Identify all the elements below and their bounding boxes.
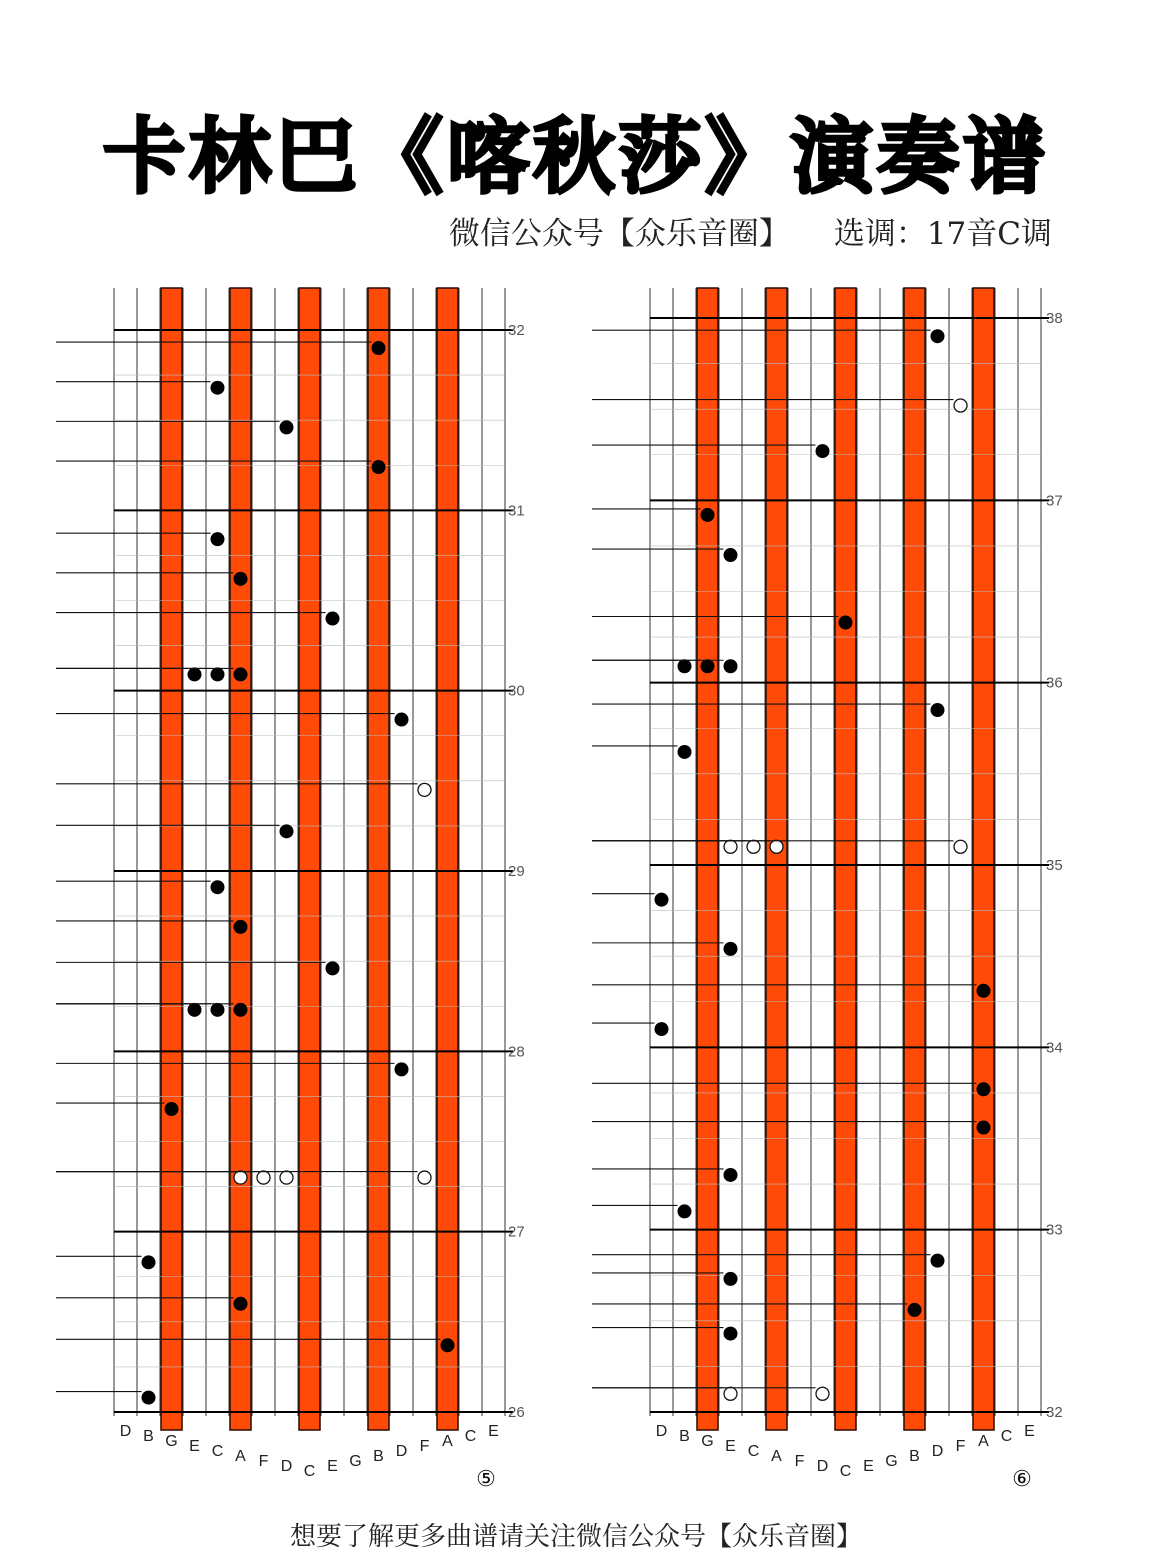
page-number: ⑥	[1012, 1466, 1032, 1491]
note-dot	[678, 1204, 692, 1218]
note-dot	[724, 1168, 738, 1182]
measure-number: 36	[1046, 674, 1063, 692]
note-dot	[655, 1022, 669, 1036]
key-label: D	[931, 1443, 944, 1460]
measure-number: 33	[1046, 1221, 1063, 1239]
open-note	[816, 1387, 829, 1400]
note-dot	[839, 615, 853, 629]
key-label: F	[955, 1438, 966, 1455]
note-dot	[701, 508, 715, 522]
key-label: C	[1000, 1428, 1013, 1445]
key-label: A	[978, 1433, 989, 1450]
note-dot	[931, 329, 945, 343]
measure-number: 34	[1046, 1039, 1063, 1057]
key-rod	[697, 288, 718, 1430]
key-label: B	[373, 1448, 384, 1465]
key-rod	[766, 288, 787, 1430]
note-dot	[701, 659, 715, 673]
key-label: C	[464, 1428, 477, 1445]
key-label: F	[794, 1453, 805, 1470]
note-dot	[908, 1303, 922, 1317]
measure-number: 27	[508, 1223, 525, 1241]
measure-number: 37	[1046, 492, 1063, 510]
note-dot	[724, 1272, 738, 1286]
note-dot	[724, 659, 738, 673]
key-label: G	[165, 1433, 178, 1450]
key-label: G	[885, 1453, 898, 1470]
key-label: D	[395, 1443, 408, 1460]
key-label: B	[909, 1448, 920, 1465]
key-rod	[835, 288, 856, 1430]
key-label: D	[280, 1458, 293, 1475]
footer-text: 想要了解更多曲谱请关注微信公众号【众乐音圈】	[289, 1522, 862, 1552]
open-note	[747, 840, 760, 853]
key-label: E	[863, 1458, 874, 1475]
key-rod	[973, 288, 994, 1430]
key-label: A	[771, 1448, 782, 1465]
key-label: A	[442, 1433, 453, 1450]
key-label: C	[211, 1443, 224, 1460]
key-label: D	[119, 1423, 132, 1440]
measure-number: 28	[508, 1043, 525, 1061]
note-dot	[724, 1327, 738, 1341]
key-label: E	[725, 1438, 736, 1455]
measure-number: 38	[1046, 310, 1063, 327]
note-dot	[678, 659, 692, 673]
measure-number: 32	[508, 322, 525, 339]
key-label: F	[419, 1438, 430, 1455]
note-dot	[816, 444, 830, 458]
source-label: 微信公众号【众乐音圈】	[448, 216, 790, 252]
key-label: B	[679, 1428, 690, 1445]
key-label: E	[488, 1423, 499, 1440]
key-label: G	[701, 1433, 714, 1450]
key-label: B	[143, 1428, 154, 1445]
key-label: E	[327, 1458, 338, 1475]
key-label: C	[839, 1463, 852, 1480]
open-note	[724, 1387, 737, 1400]
key-label: G	[349, 1453, 362, 1470]
note-dot	[724, 942, 738, 956]
key-label: D	[655, 1423, 668, 1440]
open-note	[954, 840, 967, 853]
open-note	[770, 840, 783, 853]
measure-number: 30	[508, 682, 525, 700]
key-label: F	[258, 1453, 269, 1470]
page-number: ⑤	[476, 1466, 496, 1491]
key-label: E	[189, 1438, 200, 1455]
open-note	[724, 840, 737, 853]
note-dot	[977, 1121, 991, 1135]
key-label: C	[747, 1443, 760, 1460]
key-label: 选调：17音C调	[833, 216, 1052, 252]
key-label: E	[1024, 1423, 1035, 1440]
open-note	[954, 399, 967, 412]
measure-number: 26	[508, 1404, 525, 1421]
note-dot	[678, 745, 692, 759]
key-label: C	[303, 1463, 316, 1480]
measure-number: 32	[1046, 1404, 1063, 1421]
measure-number: 31	[508, 502, 525, 520]
note-dot	[931, 1254, 945, 1268]
note-dot	[977, 984, 991, 998]
key-label: A	[235, 1448, 246, 1465]
measure-number: 29	[508, 863, 525, 880]
note-dot	[931, 703, 945, 717]
note-dot	[655, 893, 669, 907]
page-title: 卡林巴《喀秋莎》演奏谱	[102, 110, 1049, 205]
note-dot	[977, 1082, 991, 1096]
note-dot	[724, 548, 738, 562]
key-label: D	[816, 1458, 829, 1475]
key-rod	[904, 288, 925, 1430]
measure-number: 35	[1046, 857, 1063, 874]
